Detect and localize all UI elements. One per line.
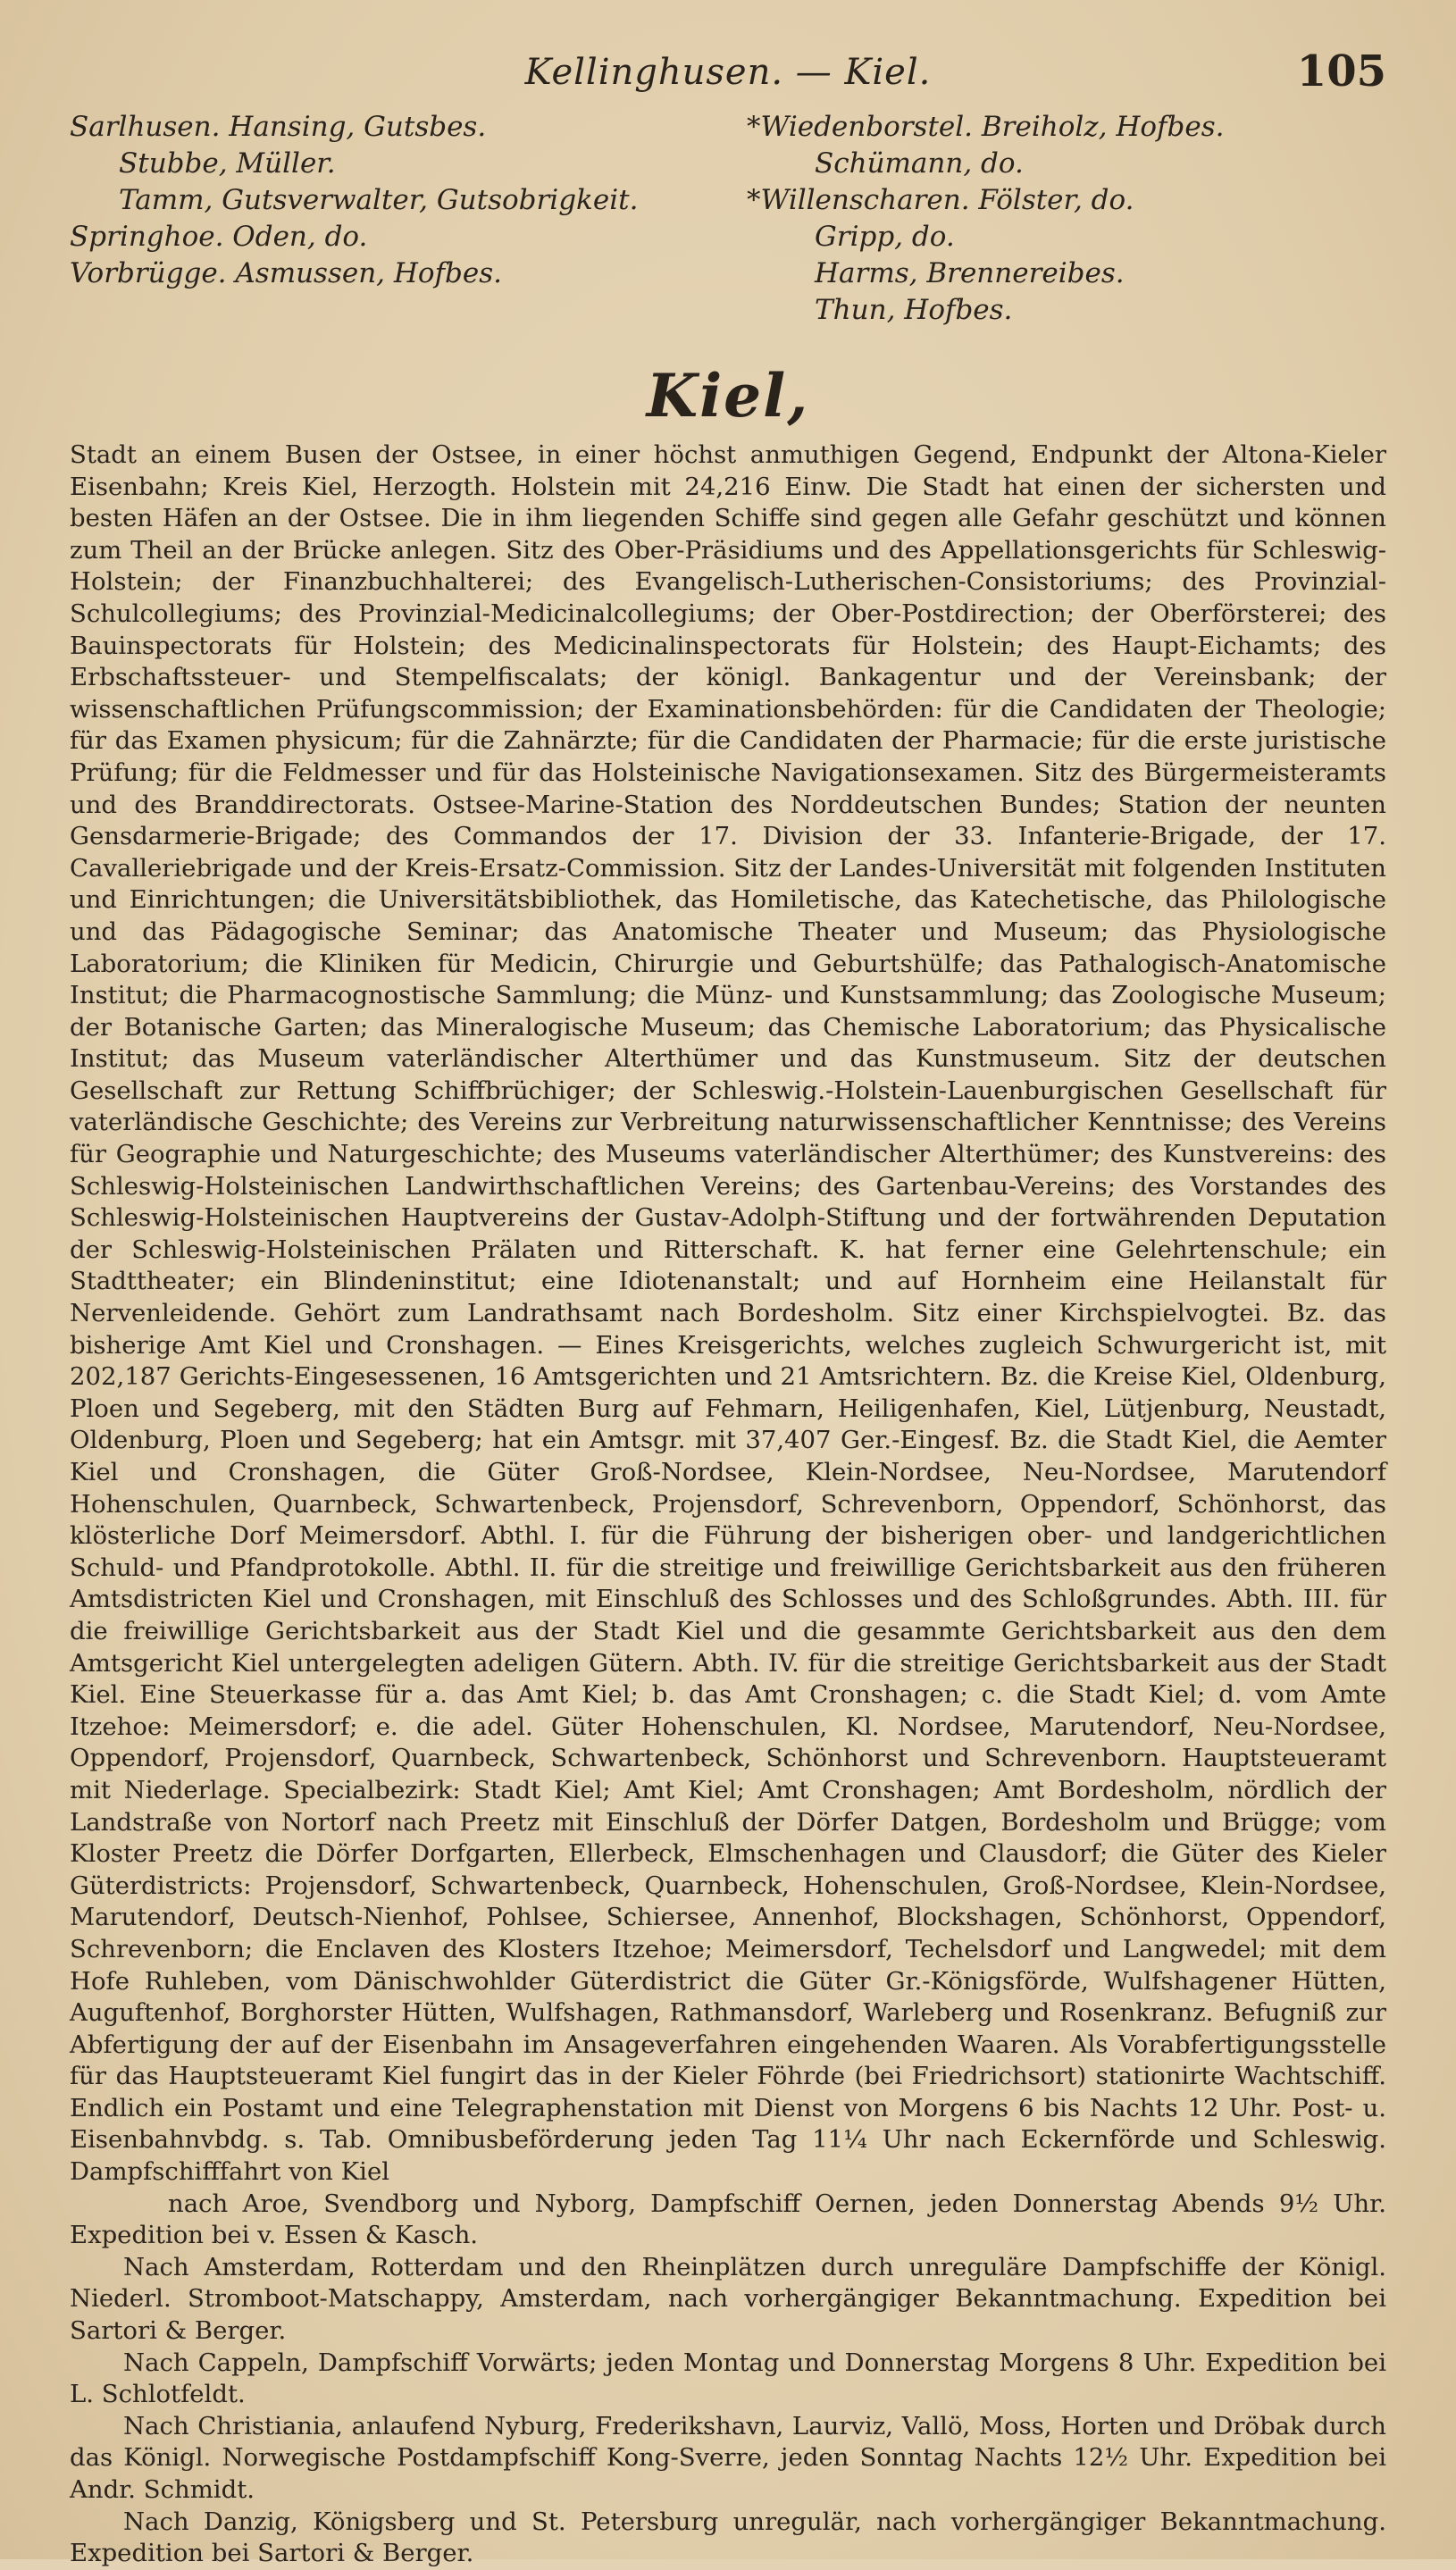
directory-entry: Schümann, do. — [815, 147, 1024, 180]
directory-entry: *Willenscharen. Fölster, do. — [747, 184, 1134, 216]
left-column — [70, 109, 713, 329]
directory-entry: Springhoe. Oden, do. — [70, 221, 368, 253]
page-number: 105 — [1296, 46, 1386, 96]
shipping-paragraph: nach Aroe, Svendborg und Nyborg, Dampfschiff Oernen, jeden Donnerstag Abends 9½ Uhr. Expedition bei v. Essen & Kasch. — [70, 2189, 1386, 2250]
directory-entry: Tamm, Gutsverwalter, Gutsobrigkeit. — [119, 184, 639, 216]
directory-entry: Gripp, do. — [815, 221, 955, 253]
directory-entry: Vorbrügge. Asmussen, Hofbes. — [70, 257, 503, 289]
page-header — [70, 46, 1386, 105]
directory-entry: Thun, Hofbes. — [815, 294, 1013, 326]
directory-entry: Sarlhusen. Hansing, Gutsbes. — [70, 111, 487, 143]
directory-entry: Stubbe, Müller. — [119, 147, 336, 180]
shipping-paragraph: Nach Christiania, anlaufend Nyburg, Frederikshavn, Laurviz, Vallö, Moss, Horten und Dröbak durch das Königl. Norwegische Postdampfschiff Kong-Sverre, jeden Sonntag Nachts 12½ Uhr. Expedition bei Andr. Schmidt. — [70, 2411, 1386, 2504]
section-title: Kiel, — [646, 361, 810, 431]
main-text: Stadt an einem Busen der Ostsee, in einer höchst anmuthigen Gegend, Endpunkt der Altona-Kieler Eisenbahn; Kreis Kiel, Herzogth. Holstein mit 24,216 Einw. Die Stadt hat einen der sichersten und besten Häfen an der Ostsee. Die in ihm liegenden Schiffe sind gegen alle Gefahr geschützt und können zum Theil an der Brücke anlegen. Sitz des Ober-Präsidiums und des Appellationsgerichts für Schleswig-Holstein; der Finanzbuchhalterei; des Evangelisch-Lutherischen-Consistoriums; des Provinzial-Schulcollegiums; des Provinzial-Medicinalcollegiums; der Ober-Postdirection; der Oberförsterei; des Bauinspectorats für Holstein; des Medicinalinspectorats für Holstein; des Haupt-Eichamts; des Erbschaftssteuer- und Stempelfiscalats; der königl. Bankagentur und der Vereinsbank; der wissenschaftlichen Prüfungscommission; der Examinationsbehörden: für die Candidaten der Theologie; für das Examen physicum; für die Zahnärzte; für die Candidaten der Pharmacie; für die erste juristische Prüfung; für die Feldmesser und für das Holsteinische Navigationsexamen. Sitz des Bürgermeisteramts und des Branddirectorats. Ostsee-Marine-Station des Norddeutschen Bundes; Station der neunten Gensdarmerie-Brigade; des Commandos der 17. Division der 33. Infanterie-Brigade, der 17. Cavalleriebrigade und der Kreis-Ersatz-Commission. Sitz der Landes-Universität mit folgenden Instituten und Einrichtungen; die Universitätsbibliothek, das Homiletische, das Katechetische, das Philologische und das Pädagogische Seminar; das Anatomische Theater und Museum; das Physiologische Laboratorium; die Kliniken für Medicin, Chirurgie und Geburtshülfe; das Pathalogisch-Anatomische Institut; die Pharmacognostische Sammlung; die Münz- und Kunstsammlung; das Zoologische Museum; der Botanische Garten; das Mineralogische Museum; das Chemische Laboratorium; das Physicalische Institut; das Museum vaterländischer Alterthümer und das Kunstmuseum. Sitz der deutschen Gesellschaft zur Rettung Schiffbrüchiger; der Schleswig.-Holstein-Lauenburgischen Gesellschaft für vaterländische Geschichte; des Vereins zur Verbreitung naturwissenschaftlicher Kenntnisse; des Vereins für Geographie und Naturgeschichte; des Museums vaterländischer Alterthümer; des Kunstvereins: des Schleswig-Holsteinischen Landwirthschaftlichen Vereins; des Gartenbau-Vereins; des Vorstandes des Schleswig-Holsteinischen Hauptvereins der Gustav-Adolph-Stiftung und der fortwährenden Deputation der Schleswig-Holsteinischen Prälaten und Ritterschaft. K. hat ferner eine Gelehrtenschule; ein Stadttheater; ein Blindeninstitut; eine Idiotenanstalt; und auf Hornheim eine Heilanstalt für Nervenleidende. Gehört zum Landrathsamt nach Bordesholm. Sitz einer Kirchspielvogtei. Bz. das bisherige Amt Kiel und Cronshagen. — Eines Kreisgerichts, welches zugleich Schwurgericht ist, mit 202,187 Gerichts-Eingesessenen, 16 Amtsgerichten und 21 Amtsrichtern. Bz. die Kreise Kiel, Oldenburg, Ploen und Segeberg, mit den Städten Burg auf Fehmarn, Heiligenhafen, Kiel, Lütjenburg, Neustadt, Oldenburg, Ploen und Segeberg; hat ein Amtsgr. mit 37,407 Ger.-Eingesf. Bz. die Stadt Kiel, die Aemter Kiel und Cronshagen, die Güter Groß-Nordsee, Klein-Nordsee, Neu-Nordsee, Marutendorf Hohenschulen, Quarnbeck, Schwartenbeck, Projensdorf, Schrevenborn, Oppendorf, Schönhorst, das klösterliche Dorf Meimersdorf. Abthl. I. für die Führung der bisherigen ober- und landgerichtlichen Schuld- und Pfandprotokolle. Abthl. II. für die streitige und freiwillige Gerichtsbarkeit aus den früheren Amtsdistricten Kiel und Cronshagen, mit Einschluß des Schlosses und des Schloßgrundes. Abth. III. für die freiwillige Gerichtsbarkeit aus der Stadt Kiel und die gesammte Gerichtsbarkeit aus den dem Amtsgericht Kiel untergelegten adeligen Gütern. Abth. IV. für die streitige Gerichtsbarkeit aus der Stadt Kiel. Eine Steuerkasse für a. das Amt Kiel; b. das Amt Cronshagen; c. die Stadt Kiel; d. vom Amte Itzehoe: Meimersdorf; e. die adel. Güter Hohenschulen, Kl. Nordsee, Marutendorf, Neu-Nordsee, Oppendorf, Projensdorf, Quarnbeck, Schwartenbeck, Schönhorst und Schrevenborn. Hauptsteueramt mit Niederlage. Specialbezirk: Stadt Kiel; Amt Kiel; Amt Cronshagen; Amt Bordesholm, nördlich der Landstraße von Nortorf nach Preetz mit Einschluß der Dörfer Datgen, Bordesholm und Brügge; vom Kloster Preetz die Dörfer Dorfgarten, Ellerbeck, Elmschenhagen und Clausdorf; die Güter des Kieler Güterdistricts: Projensdorf, Schwartenbeck, Quarnbeck, Hohenschulen, Groß-Nordsee, Klein-Nordsee, Marutendorf, Deutsch-Nienhof, Pohlsee, Schiersee, Annenhof, Blockshagen, Schönhorst, Oppendorf, Schrevenborn; die Enclaven des Klosters Itzehoe; Meimersdorf, Techelsdorf und Langwedel; mit dem Hofe Ruhleben, vom Dänischwohlder Güterdistrict die Güter Gr.-Königsförde, Wulfshagener Hütten, Auguftenhof, Borghorster Hütten, Wulfshagen, Rathmansdorf, Warleberg und Rosenkranz. Befugniß zur Abfertigung der auf der Eisenbahn im Ansageverfahren eingehenden Waaren. Als Vorabfertigungsstelle für das Hauptsteueramt Kiel fungirt das in der Kieler Föhrde (bei Friedrichsort) stationirte Wachtschiff. Endlich ein Postamt und eine Telegraphenstation mit Dienst von Morgens 6 bis Nachts 12 Uhr. Post- u. Eisenbahnvbdg. s. Tab. Omnibusbeförderung jeden Tag 11¼ Uhr nach Eckernförde und Schleswig. Dampfschifffahrt von Kiel — [70, 440, 1386, 2187]
shipping-paragraph: Nach Danzig, Königsberg und St. Petersburg unregulär, nach vorhergängiger Bekanntmachung. Expedition bei Sartori & Berger. — [70, 2507, 1386, 2568]
shipping-paragraph: Nach Amsterdam, Rotterdam und den Rheinplätzen durch unreguläre Dampfschiffe der Königl. Niederl. Stromboot-Matschappy, Amsterdam, nach vorhergängiger Bekanntmachung. Expedition bei Sartori & Berger. — [70, 2252, 1386, 2346]
shipping-paragraph: Nach Cappeln, Dampfschiff Vorwärts; jeden Montag und Donnerstag Morgens 8 Uhr. Expedition bei L. Schlotfeldt. — [70, 2348, 1386, 2409]
directory-columns — [70, 109, 1386, 329]
right-column — [747, 109, 1386, 329]
running-head: Kellinghusen. — Kiel. — [524, 52, 932, 93]
directory-entry: *Wiedenborstel. Breiholz, Hofbes. — [747, 111, 1225, 143]
directory-entry: Harms, Brennereibes. — [815, 257, 1125, 289]
